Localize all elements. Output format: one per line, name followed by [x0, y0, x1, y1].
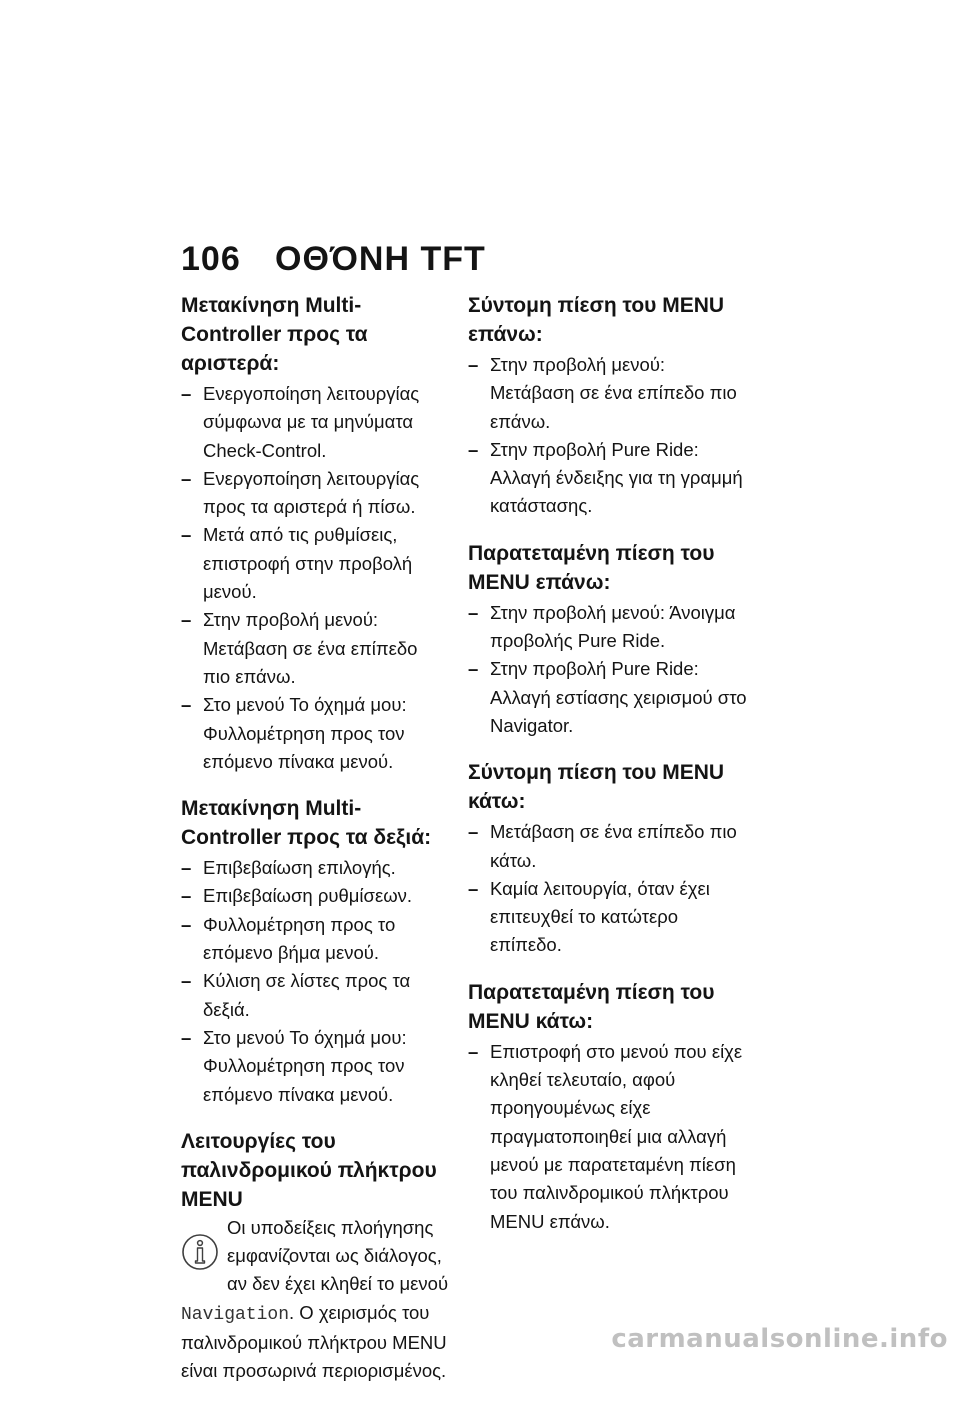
bullet-list [468, 1038, 750, 1236]
list-item: – Μετάβαση σε ένα επίπεδο πιο κάτω. [468, 818, 750, 875]
list-item: – Καμία λειτουργία, όταν έχει επιτευχθεί το κατώτερο επίπεδο. [468, 875, 750, 960]
list-item: – Στην προβολή Pure Ride: Αλλαγή ένδειξης για τη γραμμή κατάστασης. [468, 436, 750, 521]
section-heading: Λειτουργίες του παλινδρομικού πλήκτρου MENU [181, 1129, 437, 1211]
bullet-list [181, 854, 449, 1109]
list-item: – Στην προβολή μενού: Μετάβαση σε ένα επίπεδο πιο επάνω. [181, 606, 449, 691]
section-controller-left [181, 291, 449, 776]
note-code-word: Navigation [181, 1304, 290, 1325]
section-heading: Παρατεταμένη πίεση του MENU κάτω: [468, 980, 715, 1033]
list-item: – Στην προβολή μενού: Άνοιγμα προβολής Pure Ride. [468, 599, 750, 656]
section-controller-right [181, 794, 449, 1109]
list-item: – Ενεργοποίηση λειτουργίας σύμφωνα με τα μηνύματα Check-Control. [181, 380, 449, 465]
section-heading: Μετακίνηση Multi-Controller προς τα αριστερά: [181, 294, 368, 375]
list-item: – Στην προβολή Pure Ride: Αλλαγή εστίασης χειρισμού στο Navigator. [468, 655, 750, 740]
list-item: – Μετά από τις ρυθμίσεις, επιστροφή στην προβολή μενού. [181, 521, 449, 606]
section-heading: Σύντομη πίεση του MENU επάνω: [468, 294, 725, 346]
list-item: – Επιβεβαίωση ρυθμίσεων. [181, 882, 449, 910]
info-note [181, 1214, 449, 1386]
section-menu-up-short [468, 291, 750, 521]
chapter-title: ΟΘΌΝΗ TFT [275, 240, 486, 278]
list-item: – Στο μενού Το όχημά μου: Φυλλομέτρηση προς τον επόμενο πίνακα μενού. [181, 1024, 449, 1109]
list-item: – Κύλιση σε λίστες προς τα δεξιά. [181, 967, 449, 1024]
section-menu-up-long [468, 539, 750, 740]
section-heading: Παρατεταμένη πίεση του MENU επάνω: [468, 541, 715, 594]
page-number: 106 [181, 240, 241, 278]
list-item: – Ενεργοποίηση λειτουργίας προς τα αριστερά ή πίσω. [181, 465, 449, 522]
list-item: – Επιστροφή στο μενού που είχε κληθεί τελευταίο, αφού προηγουμένως είχε πραγματοποιηθεί μια αλλαγή μενού με παρατεταμένη πίεση του παλινδρομικού πλήκτρου MENU επάνω. [468, 1038, 750, 1236]
list-item: – Στο μενού Το όχημά μου: Φυλλομέτρηση προς τον επόμενο πίνακα μενού. [181, 691, 449, 776]
section-heading: Μετακίνηση Multi-Controller προς τα δεξιά: [181, 797, 432, 850]
bullet-list [468, 599, 750, 740]
list-item: – Φυλλομέτρηση προς το επόμενο βήμα μενού. [181, 911, 449, 968]
watermark: carmanualsonline.info [611, 1324, 948, 1354]
list-item: – Επιβεβαίωση επιλογής. [181, 854, 449, 882]
right-column [468, 291, 750, 1254]
bullet-list [468, 351, 750, 521]
section-menu-down-short [468, 758, 750, 959]
info-icon [181, 1226, 219, 1272]
section-heading: Σύντομη πίεση του MENU κάτω: [468, 761, 725, 814]
list-item: – Στην προβολή μενού: Μετάβαση σε ένα επίπεδο πιο επάνω. [468, 351, 750, 436]
section-menu-key-functions [181, 1127, 449, 1386]
left-column [181, 291, 449, 1404]
bullet-list [468, 818, 750, 959]
note-text: Οι υποδείξεις πλοήγησης εμφανίζονται ως διάλογος, αν δεν έχει κληθεί το μενού [227, 1216, 449, 1295]
bullet-list [181, 380, 449, 776]
note-text: . Ο χειρισμός του παλινδρομικού πλήκτρου MENU είναι προσωρινά περιορισμένος. [181, 1301, 447, 1382]
section-menu-down-long [468, 978, 750, 1236]
